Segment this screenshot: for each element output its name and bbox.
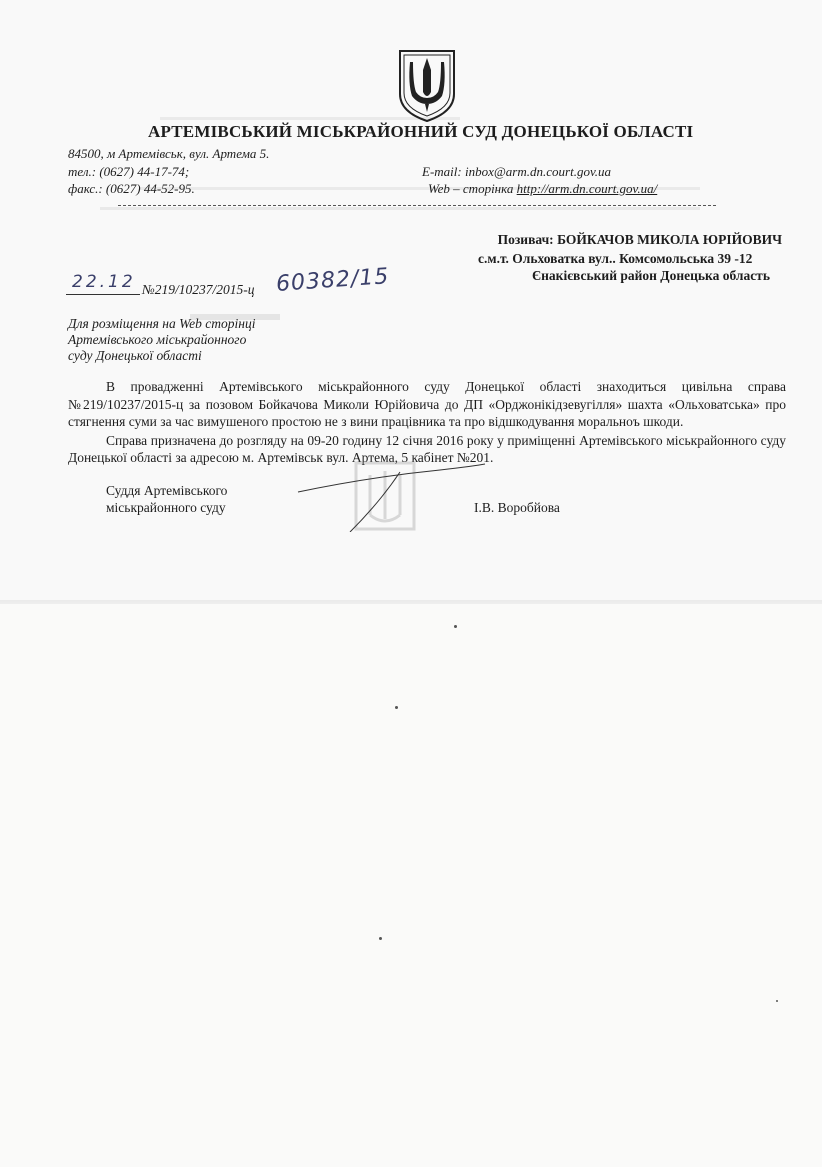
plaintiff-block — [498, 232, 782, 248]
court-title: АРТЕМІВСЬКИЙ МІСЬКРАЙОННИЙ СУД ДОНЕЦЬКОЇ ОБЛАСТІ — [148, 122, 694, 141]
judge-title-line-2: міськрайонного суду — [106, 500, 226, 515]
plaintiff-address-2: Єнакієвський район Донецька область — [532, 268, 770, 283]
court-phone: тел.: (0627) 44-17-74; — [68, 164, 190, 179]
handwritten-date: 22.12 — [72, 272, 136, 292]
judge-title-line-1: Суддя Артемівського — [106, 483, 228, 498]
website-link[interactable]: http://arm.dn.court.gov.ua/ — [516, 181, 658, 196]
blank-sheet — [0, 604, 822, 1167]
plaintiff-address-1: с.м.т. Ольховатка вул.. Комсомольська 39 -12 — [478, 251, 753, 266]
case-number: №219/10237/2015-ц — [142, 282, 255, 297]
signature-scribble — [290, 452, 490, 532]
web-note-line-2: Артемівського міськрайонного — [68, 332, 247, 347]
scan-speck — [454, 625, 457, 628]
email-label: E-mail: — [422, 164, 465, 179]
scan-speck — [395, 706, 398, 709]
court-email — [422, 164, 611, 180]
scan-speck — [379, 937, 382, 940]
date-underline — [66, 294, 140, 295]
plaintiff-label: Позивач: — [497, 232, 558, 247]
scan-speck — [776, 1000, 778, 1002]
coat-of-arms-icon — [396, 48, 458, 124]
body-paragraph-1: В провадженні Артемівського міськрайонного суду Донецької області знаходиться цивільна справа №219/10237/2015-ц за позовом Бойкачова Миколи Юрійовича до ДП «Орджонікідзевугілля» шахта «Ольховатська» про стягнення суми за час вимушеного простою не з вини працівника та про відшкодування моральноъ шкоди. — [68, 379, 786, 429]
plaintiff-name: БОЙКАЧОВ МИКОЛА ЮРІЙОВИЧ — [557, 232, 782, 247]
plaintiff-name-line — [498, 232, 782, 248]
body-paragraph-2: Справа призначена до розгляду на 09-20 годину 12 січня 2016 року у приміщенні Артемівського міськрайонного суду Донецької області за адресою м. Артемівськ вул. Артема, 5 кабінет №201. — [68, 432, 786, 465]
email-link[interactable]: inbox@arm.dn.court.gov.ua — [464, 164, 612, 179]
header-divider — [118, 205, 716, 206]
judge-name: І.В. Воробйова — [474, 500, 560, 515]
web-note-line-3: суду Донецької області — [68, 348, 202, 363]
court-address: 84500, м Артемівськ, вул. Артема 5. — [68, 146, 270, 161]
web-note-line-1: Для розміщення на Web сторінці — [68, 316, 256, 331]
web-label: Web – сторінка — [428, 181, 517, 196]
court-website — [428, 181, 657, 197]
court-fax: факс.: (0627) 44-52-95. — [68, 181, 195, 196]
handwritten-outgoing-number: 60382/15 — [275, 264, 391, 297]
